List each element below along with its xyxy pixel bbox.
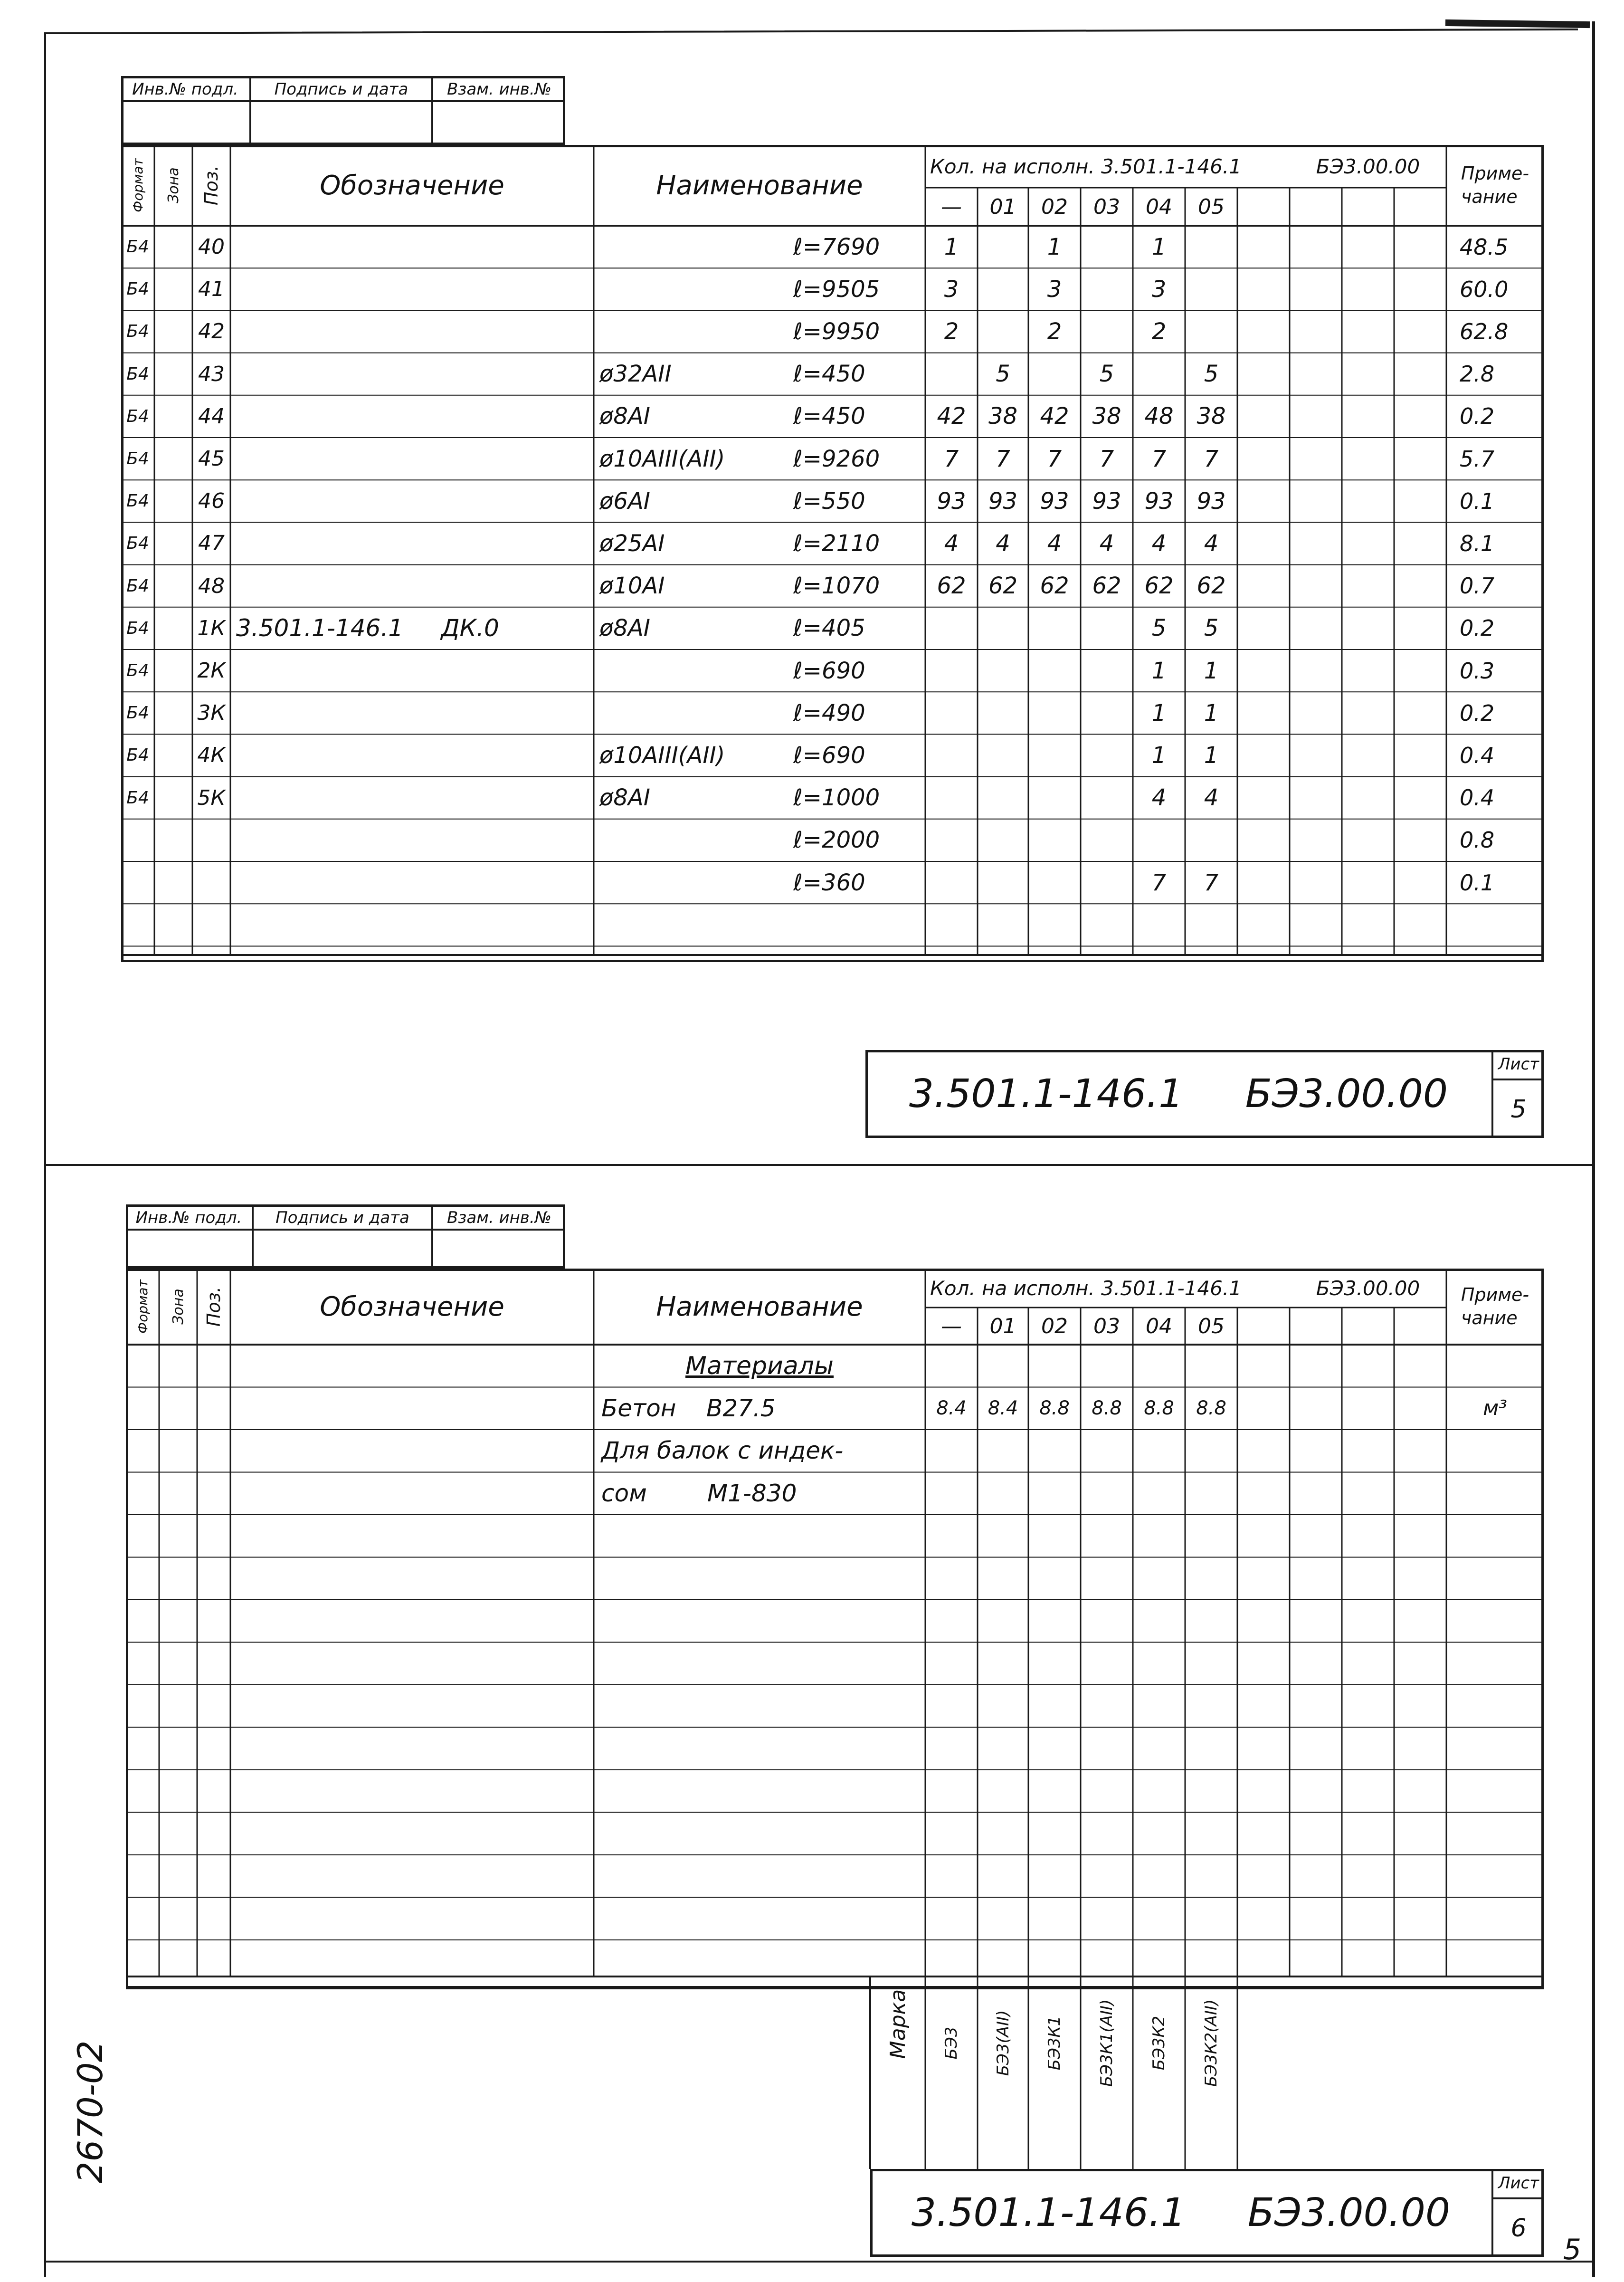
row-qty-2: 3 <box>1047 276 1062 303</box>
row-name: ø10АIII(АII) <box>599 445 725 472</box>
row-position: 45 <box>198 447 225 471</box>
row-designation <box>230 268 594 310</box>
row-name <box>594 692 793 734</box>
row-length: ℓ=405 <box>793 615 865 642</box>
row-length: ℓ=1000 <box>793 784 880 812</box>
row-qty-4 <box>1133 819 1185 861</box>
row-qty-0: 1 <box>944 233 959 260</box>
row-qty-4: 7 <box>1151 445 1167 472</box>
row-qty-3: 5 <box>1099 361 1114 388</box>
row-qty-5: 7 <box>1204 869 1219 896</box>
row-qty-5: 1 <box>1204 742 1219 769</box>
row-qty-5: 93 <box>1197 487 1226 515</box>
stamp-inv-no: Инв.№ подл. <box>132 79 238 99</box>
row-length: ℓ=9505 <box>793 276 880 303</box>
material-qty-5 <box>1185 1430 1237 1472</box>
col-header-note: Приме- чание <box>1461 1284 1529 1328</box>
row-name <box>594 819 793 861</box>
row-qty-3 <box>1081 649 1133 692</box>
row-qty-5: 62 <box>1197 573 1226 600</box>
col-header-qty-doc: БЭ3.00.00 <box>1316 1276 1420 1300</box>
row-qty-1 <box>978 649 1028 692</box>
row-length: ℓ=2110 <box>793 530 880 557</box>
row-qty-3: 38 <box>1092 403 1121 430</box>
row-note: 0.1 <box>1460 488 1495 514</box>
row-qty-4: 48 <box>1144 403 1174 430</box>
row-qty-1: 7 <box>996 445 1010 472</box>
row-format: Б4 <box>126 364 149 384</box>
material-qty-1 <box>978 1430 1028 1472</box>
row-position: 40 <box>198 235 225 259</box>
row-qty-3 <box>1081 226 1133 268</box>
row-position: 3К <box>197 701 226 726</box>
row-qty-4: 3 <box>1151 276 1167 303</box>
row-designation <box>230 692 594 734</box>
row-length: ℓ=550 <box>793 487 865 515</box>
row-length: ℓ=690 <box>793 742 865 769</box>
row-qty-1: 62 <box>988 573 1018 600</box>
material-qty-0: 8.4 <box>936 1397 967 1419</box>
row-position: 47 <box>198 531 225 556</box>
material-qty-5: 8.8 <box>1196 1397 1226 1419</box>
row-format: Б4 <box>126 534 149 554</box>
row-qty-2 <box>1028 649 1081 692</box>
row-qty-0: 4 <box>944 530 959 557</box>
row-position: 43 <box>198 362 225 386</box>
material-line-name: Бетон В27.5 <box>601 1394 776 1422</box>
row-qty-1 <box>978 692 1028 734</box>
row-note: 0.3 <box>1460 658 1495 684</box>
row-qty-0 <box>925 353 978 395</box>
row-qty-4: 4 <box>1151 530 1167 557</box>
row-qty-2: 2 <box>1047 318 1062 345</box>
material-qty-0 <box>925 1430 978 1472</box>
row-length: ℓ=450 <box>793 403 865 430</box>
row-qty-0: 3 <box>944 276 959 303</box>
row-length: ℓ=360 <box>793 869 865 896</box>
row-qty-0 <box>925 777 978 819</box>
row-name <box>594 226 793 268</box>
material-qty-0 <box>925 1472 978 1514</box>
row-qty-3 <box>1081 734 1133 776</box>
row-position: 48 <box>198 573 225 598</box>
row-qty-3 <box>1081 861 1133 904</box>
sheet-number-2: 6 <box>1510 2214 1527 2243</box>
row-position: 1К <box>197 616 226 640</box>
row-qty-3 <box>1081 607 1133 649</box>
title-block-designation-2: 3.501.1-146.1 БЭ3.00.00 <box>911 2190 1451 2235</box>
col-header-name: Наименование <box>656 170 863 201</box>
col-header-qty-doc: БЭ3.00.00 <box>1316 154 1420 178</box>
row-designation <box>230 353 594 395</box>
row-qty-5 <box>1185 226 1237 268</box>
sheet-number: 5 <box>1510 1095 1527 1124</box>
row-name: ø8АI <box>599 615 650 642</box>
row-qty-0: 42 <box>937 403 966 430</box>
row-qty-2 <box>1028 861 1081 904</box>
row-qty-3 <box>1081 819 1133 861</box>
row-format: Б4 <box>126 279 149 299</box>
row-designation <box>230 395 594 438</box>
materials-heading: Материалы <box>685 1351 834 1380</box>
row-length: ℓ=490 <box>793 699 865 726</box>
row-designation <box>230 565 594 607</box>
row-position: 44 <box>198 404 225 429</box>
row-qty-5: 1 <box>1204 657 1219 684</box>
row-note: 48.5 <box>1460 234 1509 260</box>
row-position: 5К <box>197 785 226 810</box>
mark-0: БЭ3 <box>942 2026 961 2060</box>
material-qty-4: 8.8 <box>1144 1397 1174 1419</box>
title-block-designation: 3.501.1-146.1 БЭ3.00.00 <box>909 1071 1448 1117</box>
col-header-note: Приме- чание <box>1461 162 1529 207</box>
row-format: Б4 <box>126 237 149 257</box>
row-qty-5 <box>1185 268 1237 310</box>
variant-header-1: 01 <box>989 1314 1016 1338</box>
row-length: ℓ=450 <box>793 361 865 388</box>
row-name <box>594 268 793 310</box>
row-qty-2: 4 <box>1047 530 1062 557</box>
row-qty-0: 93 <box>937 487 966 515</box>
row-qty-1: 5 <box>996 361 1010 388</box>
row-qty-5: 7 <box>1204 445 1219 472</box>
material-qty-3 <box>1081 1430 1133 1472</box>
material-qty-3 <box>1081 1472 1133 1514</box>
mark-3: БЭ3К1(АII) <box>1097 1999 1116 2087</box>
row-qty-0 <box>925 734 978 776</box>
col-header-pos: Поз. <box>201 165 222 206</box>
row-qty-2 <box>1028 607 1081 649</box>
material-note <box>1446 1472 1544 1514</box>
row-qty-1 <box>978 268 1028 310</box>
row-name: ø8АI <box>599 784 650 812</box>
material-qty-1: 8.4 <box>988 1397 1018 1419</box>
row-length: ℓ=1070 <box>793 573 880 600</box>
row-qty-0 <box>925 819 978 861</box>
archive-code: 2670-02 <box>70 2040 110 2184</box>
material-qty-1 <box>978 1472 1028 1514</box>
row-note: 0.1 <box>1460 869 1495 896</box>
material-qty-4 <box>1133 1472 1185 1514</box>
variant-header-5: 05 <box>1198 194 1225 219</box>
row-qty-2 <box>1028 353 1081 395</box>
row-qty-1 <box>978 607 1028 649</box>
row-format <box>121 861 154 904</box>
row-note: 0.7 <box>1460 573 1495 599</box>
row-qty-1: 4 <box>996 530 1010 557</box>
material-line-name: Для балок с индек- <box>601 1437 844 1464</box>
variant-header-5: 05 <box>1198 1314 1225 1338</box>
material-qty-5 <box>1185 1472 1237 1514</box>
row-name: ø8АI <box>599 403 650 430</box>
row-qty-3: 7 <box>1099 445 1114 472</box>
row-name: ø10АI <box>599 573 665 600</box>
row-designation <box>230 861 594 904</box>
stamp-replaces-inv: Взам. инв.№ <box>446 79 552 99</box>
col-header-qty-title: Кол. на исполн. 3.501.1-146.1 <box>930 1276 1242 1300</box>
material-qty-2 <box>1028 1430 1081 1472</box>
row-note: 5.7 <box>1460 446 1495 472</box>
row-qty-3: 62 <box>1092 573 1121 600</box>
row-qty-5: 5 <box>1204 361 1219 388</box>
row-qty-0: 62 <box>937 573 966 600</box>
material-line-name: сом М1-830 <box>601 1479 797 1507</box>
col-header-zone: Зона <box>170 1289 187 1325</box>
row-format: Б4 <box>126 703 149 723</box>
row-name <box>594 649 793 692</box>
row-position: 42 <box>198 319 225 344</box>
row-qty-1 <box>978 226 1028 268</box>
row-qty-2: 93 <box>1040 487 1069 515</box>
row-qty-4: 2 <box>1151 318 1167 345</box>
row-designation <box>230 480 594 522</box>
variant-header-2: 02 <box>1041 194 1068 219</box>
row-length: ℓ=9260 <box>793 445 880 472</box>
row-qty-5 <box>1185 310 1237 353</box>
row-qty-1 <box>978 819 1028 861</box>
row-qty-3: 4 <box>1099 530 1114 557</box>
row-designation <box>230 226 594 268</box>
row-qty-4: 1 <box>1151 233 1167 260</box>
material-qty-4 <box>1133 1430 1185 1472</box>
row-qty-2: 42 <box>1040 403 1069 430</box>
row-name <box>594 861 793 904</box>
variant-header-0: — <box>941 1314 962 1338</box>
material-qty-2: 8.8 <box>1039 1397 1070 1419</box>
row-qty-1 <box>978 777 1028 819</box>
row-qty-4: 1 <box>1151 742 1167 769</box>
row-name: ø10АIII(АII) <box>599 742 725 769</box>
col-header-pos: Поз. <box>203 1286 224 1327</box>
row-qty-4: 93 <box>1144 487 1174 515</box>
row-name: ø32АII <box>599 361 672 388</box>
row-qty-3: 93 <box>1092 487 1121 515</box>
col-header-designation: Обозначение <box>320 170 504 201</box>
row-position: 2К <box>197 659 226 683</box>
row-note: 0.2 <box>1460 615 1495 641</box>
marka-label: Марка <box>885 1989 910 2059</box>
row-length: ℓ=9950 <box>793 318 880 345</box>
row-qty-4: 1 <box>1151 657 1167 684</box>
row-format: Б4 <box>126 745 149 765</box>
row-note: 2.8 <box>1460 361 1495 387</box>
row-qty-5: 1 <box>1204 699 1219 726</box>
row-qty-3 <box>1081 777 1133 819</box>
row-name: ø25АI <box>599 530 665 557</box>
row-qty-4: 1 <box>1151 699 1167 726</box>
row-designation <box>230 777 594 819</box>
stamp-inv-no-2: Инв.№ подл. <box>135 1208 242 1227</box>
row-designation <box>230 734 594 776</box>
row-note: 60.0 <box>1460 276 1509 302</box>
mark-5: БЭ3К2(АII) <box>1202 1999 1221 2087</box>
row-qty-2 <box>1028 819 1081 861</box>
material-qty-3: 8.8 <box>1092 1397 1122 1419</box>
row-qty-2: 1 <box>1047 233 1062 260</box>
row-qty-4: 4 <box>1151 784 1167 812</box>
row-format <box>121 819 154 861</box>
row-qty-5: 4 <box>1204 530 1219 557</box>
variant-header-4: 04 <box>1146 1314 1172 1338</box>
row-qty-0: 7 <box>944 445 959 472</box>
row-position <box>192 861 230 904</box>
row-designation <box>230 522 594 564</box>
row-qty-0 <box>925 607 978 649</box>
row-qty-2 <box>1028 692 1081 734</box>
variant-header-3: 03 <box>1093 194 1120 219</box>
mark-2: БЭ3К1 <box>1045 2015 1064 2071</box>
row-qty-2: 62 <box>1040 573 1069 600</box>
row-format: Б4 <box>126 661 149 681</box>
row-note: 0.2 <box>1460 403 1495 430</box>
col-header-name: Наименование <box>656 1291 863 1322</box>
variant-header-4: 04 <box>1146 194 1172 219</box>
row-designation <box>230 649 594 692</box>
variant-header-3: 03 <box>1093 1314 1120 1338</box>
stamp-replaces-inv-2: Взам. инв.№ <box>446 1208 552 1227</box>
stamp-signature-date-2: Подпись и дата <box>275 1208 409 1227</box>
row-format: Б4 <box>126 576 149 596</box>
variant-header-0: — <box>941 194 962 219</box>
row-qty-3 <box>1081 268 1133 310</box>
row-qty-5: 4 <box>1204 784 1219 812</box>
row-name: ø6АI <box>599 487 650 515</box>
variant-header-2: 02 <box>1041 1314 1068 1338</box>
row-length: ℓ=2000 <box>793 827 880 854</box>
corner-mark: 5 <box>1563 2233 1582 2266</box>
row-qty-3 <box>1081 692 1133 734</box>
row-designation <box>230 310 594 353</box>
mark-1: БЭ3(АII) <box>993 2010 1013 2076</box>
row-qty-5 <box>1185 819 1237 861</box>
row-qty-1: 38 <box>988 403 1018 430</box>
row-qty-2: 7 <box>1047 445 1062 472</box>
material-note: м³ <box>1483 1396 1507 1420</box>
row-format: Б4 <box>126 406 149 426</box>
row-note: 62.8 <box>1460 318 1509 344</box>
row-designation: 3.501.1-146.1 ДК.0 <box>236 614 499 642</box>
row-length: ℓ=690 <box>793 657 865 684</box>
row-qty-1: 93 <box>988 487 1018 515</box>
material-note <box>1446 1430 1544 1472</box>
row-qty-5: 38 <box>1197 403 1226 430</box>
row-qty-5: 5 <box>1204 615 1219 642</box>
row-note: 0.4 <box>1460 742 1495 768</box>
row-position: 41 <box>198 277 225 302</box>
row-qty-1 <box>978 734 1028 776</box>
row-position: 46 <box>198 489 225 514</box>
col-header-zone: Зона <box>165 167 182 203</box>
row-length: ℓ=7690 <box>793 233 880 260</box>
row-qty-1 <box>978 310 1028 353</box>
row-qty-4: 62 <box>1144 573 1174 600</box>
row-qty-0 <box>925 649 978 692</box>
variant-header-1: 01 <box>989 194 1016 219</box>
mark-4: БЭ3К2 <box>1149 2015 1168 2071</box>
row-designation <box>230 438 594 480</box>
col-header-format: Формат <box>130 158 146 212</box>
row-qty-4 <box>1133 353 1185 395</box>
row-note: 0.8 <box>1460 827 1495 853</box>
col-header-format: Формат <box>134 1279 151 1334</box>
row-qty-0: 2 <box>944 318 959 345</box>
sheet-label-2: Лист <box>1498 2174 1539 2193</box>
row-format: Б4 <box>126 449 149 469</box>
sheet-label: Лист <box>1498 1055 1539 1074</box>
col-header-qty-title: Кол. на исполн. 3.501.1-146.1 <box>930 154 1242 178</box>
row-position: 4К <box>197 743 226 768</box>
row-qty-3 <box>1081 310 1133 353</box>
row-format: Б4 <box>126 618 149 638</box>
row-qty-1 <box>978 861 1028 904</box>
row-designation <box>230 819 594 861</box>
row-format: Б4 <box>126 788 149 808</box>
row-format: Б4 <box>126 491 149 511</box>
row-qty-0 <box>925 861 978 904</box>
row-qty-2 <box>1028 734 1081 776</box>
stamp-signature-date: Подпись и дата <box>274 79 408 99</box>
row-note: 0.4 <box>1460 785 1495 811</box>
row-note: 8.1 <box>1460 530 1495 556</box>
row-qty-4: 5 <box>1151 615 1167 642</box>
material-qty-2 <box>1028 1472 1081 1514</box>
row-format: Б4 <box>126 322 149 342</box>
row-note: 0.2 <box>1460 700 1495 726</box>
row-position <box>192 819 230 861</box>
row-qty-2 <box>1028 777 1081 819</box>
row-qty-4: 7 <box>1151 869 1167 896</box>
row-name <box>594 310 793 353</box>
col-header-designation: Обозначение <box>320 1291 504 1322</box>
row-qty-0 <box>925 692 978 734</box>
